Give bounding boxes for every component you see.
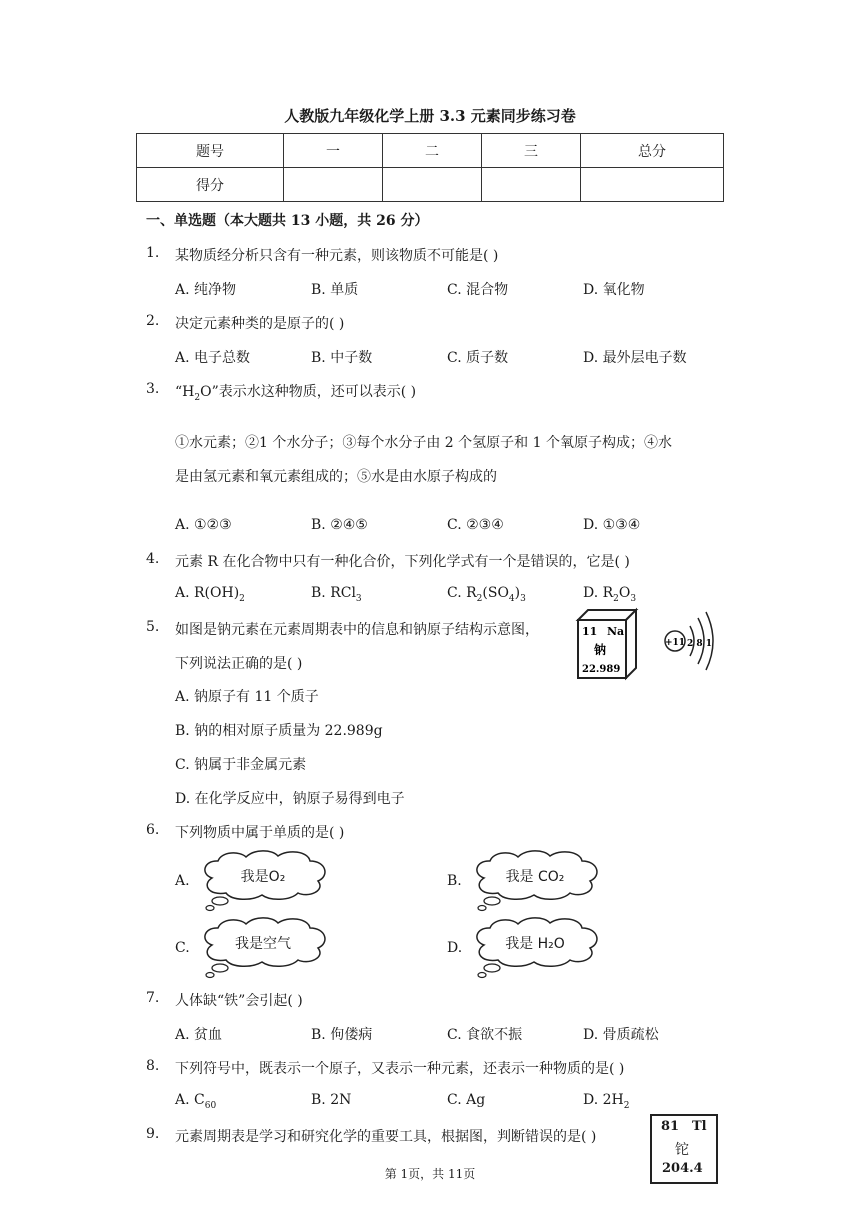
option-c[interactable]: C. 钠属于非金属元素: [175, 757, 307, 773]
score-input-cell[interactable]: [284, 168, 383, 202]
atomic-mass: 204.4: [662, 1161, 703, 1176]
score-table: [136, 133, 724, 202]
question-number: 9.: [146, 1126, 160, 1142]
option-d[interactable]: D. $R_2O_3$: [583, 585, 637, 604]
question-number: 7.: [146, 990, 160, 1006]
option-c[interactable]: C. 质子数: [447, 350, 509, 366]
option-c[interactable]: C.: [175, 940, 190, 956]
thought-cloud-c[interactable]: [198, 915, 332, 979]
atomic-number: 81: [661, 1119, 680, 1134]
question-text: 人体缺“铁”会引起( ): [175, 993, 303, 1009]
sodium-element-figure: [574, 604, 722, 684]
question-number: 3.: [146, 381, 160, 397]
option-a[interactable]: A. ①②③: [175, 517, 232, 533]
electron-shells: 2 8 1: [687, 639, 713, 649]
score-input-cell[interactable]: [482, 168, 581, 202]
question-number: 6.: [146, 822, 160, 838]
option-a[interactable]: A. 电子总数: [175, 350, 251, 366]
element-symbol: Na: [607, 625, 625, 638]
question-text: 下列物质中属于单质的是( ): [175, 825, 345, 841]
question-number: 2.: [146, 313, 160, 329]
cloud-label: 我是O₂: [240, 869, 286, 885]
question-number: 8.: [146, 1058, 160, 1074]
table-cell: 总分: [581, 134, 724, 168]
option-b[interactable]: B. 单质: [311, 282, 359, 298]
option-c[interactable]: C. 混合物: [447, 282, 509, 298]
score-input-cell[interactable]: [581, 168, 724, 202]
option-a[interactable]: A. $C_{60}$: [175, 1092, 217, 1111]
question-text: 下列说法正确的是( ): [175, 656, 303, 672]
option-b[interactable]: B. 中子数: [311, 350, 373, 366]
option-a[interactable]: A. 钠原子有 11 个质子: [175, 689, 319, 705]
table-row: [137, 134, 724, 168]
cloud-label: 我是空气: [235, 936, 291, 952]
option-b[interactable]: B. 钠的相对原子质量为 22.989g: [175, 723, 383, 739]
option-d[interactable]: D. 在化学反应中，钠原子易得到电子: [175, 791, 405, 807]
table-cell: 一: [284, 134, 383, 168]
option-a[interactable]: A.: [175, 873, 190, 889]
score-input-cell[interactable]: [383, 168, 482, 202]
question-text: 如图是钠元素在元素周期表中的信息和钠原子结构示意图，: [175, 622, 539, 638]
thought-cloud-a[interactable]: [198, 848, 332, 912]
question-number: 5.: [146, 619, 160, 635]
atomic-number: 11: [582, 625, 598, 638]
section-heading: 一、单选题（本大题共 13 小题，共 26 分）: [146, 213, 429, 229]
cloud-label: 我是 H₂O: [505, 936, 565, 952]
option-d[interactable]: D. $2H_2$: [583, 1092, 630, 1111]
table-cell: 题号: [137, 134, 284, 168]
thought-cloud-d[interactable]: [470, 915, 604, 979]
atomic-mass: 22.989: [582, 664, 621, 675]
page-title: 人教版九年级化学上册 3.3 元素同步练习卷: [284, 107, 576, 125]
question-statements-line: 是由氢元素和氧元素组成的；⑤水是由水原子构成的: [175, 469, 497, 485]
page-footer: 第 1页，共 11页: [384, 1167, 476, 1181]
option-d[interactable]: D. 骨质疏松: [583, 1027, 659, 1043]
question-text: 下列符号中，既表示一个原子，又表示一种元素，还表示一种物质的是( ): [175, 1061, 625, 1077]
option-b[interactable]: B. ②④⑤: [311, 517, 368, 533]
element-name: 铊: [675, 1142, 689, 1158]
option-c[interactable]: C. $R_2(SO_4)_3$: [447, 585, 526, 604]
option-b[interactable]: B. 佝偻病: [311, 1027, 373, 1043]
table-cell: 得分: [137, 168, 284, 202]
option-a[interactable]: A. 贫血: [175, 1027, 223, 1043]
thought-cloud-b[interactable]: [470, 848, 604, 912]
question-number: 1.: [146, 245, 160, 261]
table-row: [137, 168, 724, 202]
option-d[interactable]: D.: [447, 940, 463, 956]
option-b[interactable]: B. RCl$_3$: [311, 585, 362, 604]
question-text: 某物质经分析只含有一种元素，则该物质不可能是( ): [175, 248, 499, 264]
table-cell: 二: [383, 134, 482, 168]
option-d[interactable]: D. ①③④: [583, 517, 641, 533]
option-c[interactable]: C. ②③④: [447, 517, 504, 533]
table-cell: 三: [482, 134, 581, 168]
option-d[interactable]: D. 最外层电子数: [583, 350, 687, 366]
question-text: “$H_2O$”表示水这种物质，还可以表示( ): [175, 384, 417, 403]
option-b[interactable]: B. 2N: [311, 1092, 352, 1108]
option-c[interactable]: C. 食欲不振: [447, 1027, 523, 1043]
question-text: 元素周期表是学习和研究化学的重要工具，根据图，判断错误的是( ): [175, 1129, 597, 1145]
option-d[interactable]: D. 氧化物: [583, 282, 645, 298]
cloud-label: 我是 CO₂: [505, 869, 565, 885]
question-text: 元素 R 在化合物中只有一种化合价，下列化学式有一个是错误的，它是( ): [175, 554, 630, 570]
question-number: 4.: [146, 551, 160, 567]
option-a[interactable]: A. 纯净物: [175, 282, 237, 298]
element-name: 钠: [594, 643, 607, 657]
element-symbol: Tl: [692, 1119, 707, 1134]
question-statements-line: ①水元素；②1 个水分子；③每个水分子由 2 个氢原子和 1 个氧原子构成；④水: [175, 435, 672, 451]
nucleus-charge: +11: [665, 638, 686, 648]
question-text: 决定元素种类的是原子的( ): [175, 316, 345, 332]
option-c[interactable]: C. Ag: [447, 1092, 486, 1108]
option-b[interactable]: B.: [447, 873, 462, 889]
option-a[interactable]: A. $R(OH)_2$: [175, 585, 245, 604]
